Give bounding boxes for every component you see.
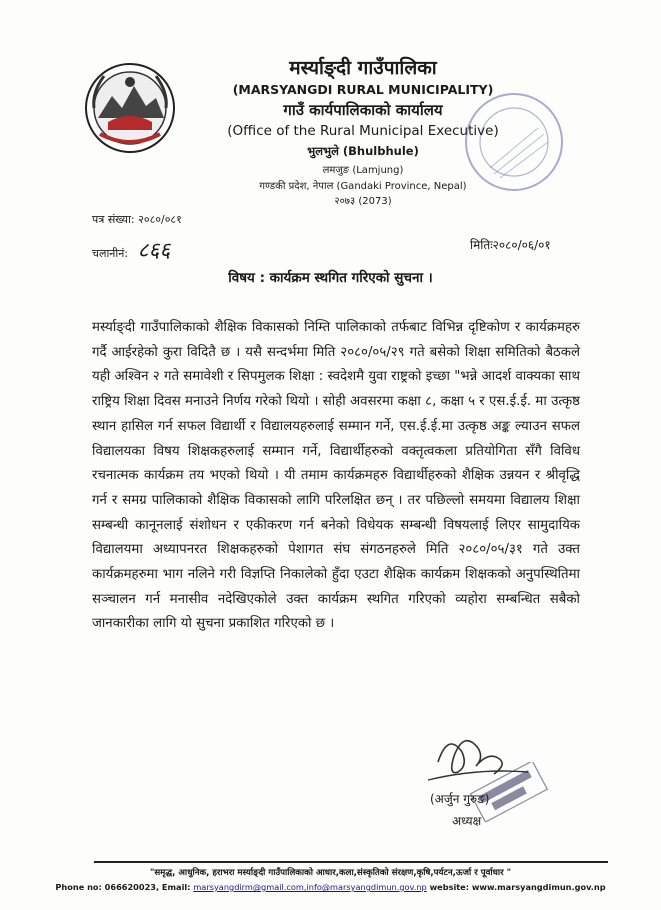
establishment-year: २०७३ (2073) [334, 196, 392, 207]
date-value: २०८०/०६/०१ [492, 238, 551, 252]
office-name-en: (Office of the Rural Municipal Executive) [227, 123, 499, 139]
dispatch-number-value: ८६६ [137, 238, 171, 262]
district-name: लमजुङ (Lamjung) [322, 165, 404, 176]
letter-number [92, 212, 182, 227]
municipality-name-np: मर्स्याङ्दी गाउँपालिका [289, 57, 437, 79]
footer-website[interactable]: website: www.marsyangdimun.gov.np [429, 882, 606, 892]
notice-subject: विषय : कार्यक्रम स्थगित गरिएको सुचना । [228, 270, 433, 286]
province-name: गण्डकी प्रदेश, नेपाल (Gandaki Province, Nepal) [259, 181, 467, 192]
dispatch-number [92, 236, 170, 264]
letter-date [470, 236, 551, 253]
dispatch-number-label: चलानीनं: [92, 247, 129, 260]
date-label: मितिः [470, 238, 493, 252]
footer-contact [0, 882, 661, 892]
office-name-np: गाउँ कार्यपालिकाको कार्यालय [283, 101, 443, 119]
footer-phone: Phone no: 066620023, Email: [55, 882, 191, 892]
footer-motto: "समृद्ध, आधुनिक, हराभरा मर्स्याङ्दी गाउँपालिकाको आधार,कला,संस्कृतिको संरक्षण,कृषि,पर्यटन,ऊर्जा र पूर्वाधार " [149, 868, 512, 878]
footer-divider [94, 861, 608, 863]
place-name: भुलभुले (Bhulbhule) [307, 144, 419, 158]
notice-body: मर्स्याङ्दी गाउँपालिकाको शैक्षिक विकासको निम्ति पालिकाको तर्फबाट विभिन्न दृष्टिकोण र कार्यक्रमहरु गर्दै आईरहेको कुरा विदितै छ । यसै सन्दर्भमा मिति २०८०/०५/२९ गते बसेको शिक्षा समितिको बैठकले यही अश्विन २ गते समावेशी र सिपमुलक शिक्षा : स्वदेशमै युवा राष्ट्रको इच्छा "भन्ने आदर्श वाक्यका साथ राष्ट्रिय शिक्षा दिवस मनाउने निर्णय गरेको थियो । सोही अवसरमा कक्षा ८, कक्षा ५ र एस.ई.ई. मा उत्कृष्ठ स्थान हासिल गर्न सफल विद्यार्थी र विद्यालयहरुलाई सम्मान गर्ने, एस.ई.ई.मा उत्कृष्ठ अङ्क ल्याउन सफल विद्यालयका विषय शिक्षकहरुलाई सम्मान गर्ने, विद्यार्थीहरुको वक्तृत्वकला प्रतियोगिता सँगै विविध रचनात्मक कार्यक्रम तय भएको थियो । यी तमाम कार्यक्रमहरु विद्यार्थीहरुको शैक्षिक उन्नयन र श्रीवृद्धि गर्न र समग्र पालिकाको शैक्षिक विकासको लागि परिलक्षित छन् । तर पछिल्लो समयमा विद्यालय शिक्षा सम्बन्धी कानूनलाई संशोधन र एकीकरण गर्न बनेको विधेयक सम्बन्धी विषयलाई लिएर सामुदायिक विद्यालयमा अध्यापनरत शिक्षकहरुको पेशागत संघ संगठनहरुले मिति २०८०/०५/३१ गते उक्त कार्यक्रमहरुमा भाग नलिने गरी विज्ञप्ति निकालेको हुँदा एउटा शैक्षिक कार्यक्रम शिक्षकको अनुपस्थितिमा सञ्चालन गर्न मनासीव नदेखिएकोले उक्त कार्यक्रम स्थगित गरिएको व्यहोरा सम्बन्धित सबैको जानकारीका लागि यो सुचना प्रकाशित गरिएको छ । [92, 320, 580, 632]
signer-name: (अर्जुन गुरुङ) [430, 792, 490, 806]
letter-number-value: २०८०/०८१ [138, 213, 182, 226]
footer-email-link[interactable]: marsyangdirm@gmail.com,info@marsyangdimun.gov.np [193, 882, 427, 892]
municipality-name-en: (MARSYANGDI RURAL MUNICIPALITY) [232, 82, 494, 97]
letter-number-label: पत्र संख्या: [92, 213, 135, 226]
signer-designation: अध्यक्ष [452, 814, 482, 828]
office-seal-stamp [460, 88, 568, 196]
